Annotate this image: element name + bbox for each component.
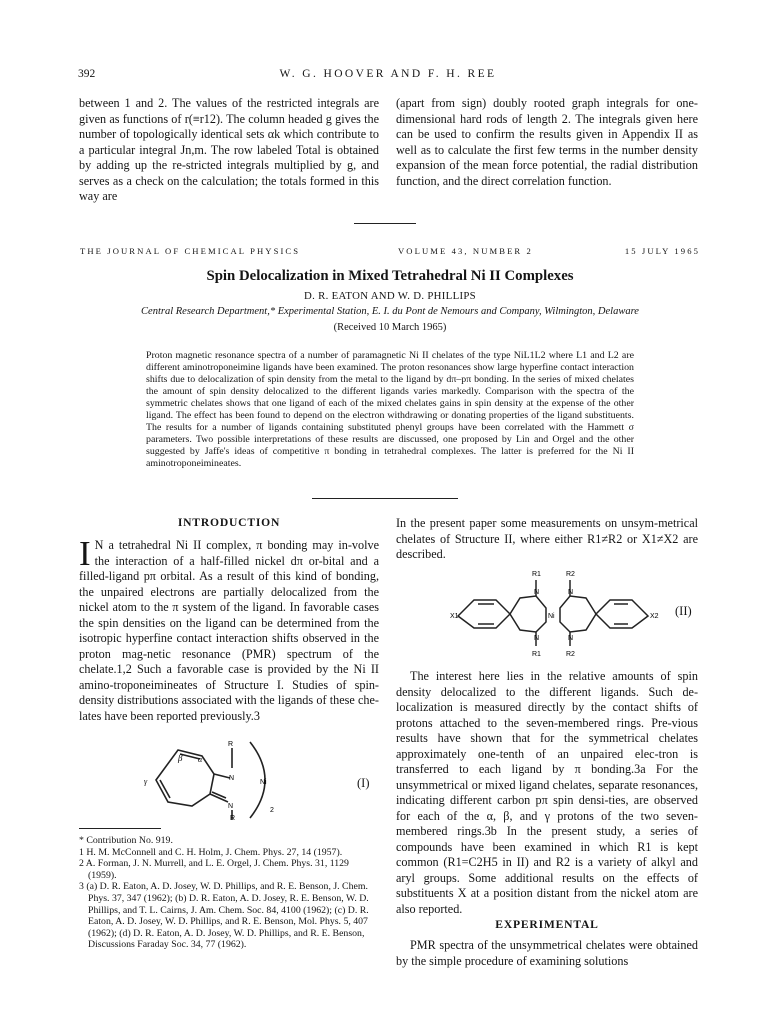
struct-ii-x1: X1	[450, 613, 459, 620]
struct-ii-x2: X2	[650, 613, 659, 620]
struct-ii-n-top-left: N	[534, 589, 540, 596]
paragraph-structure-ii: In the present paper some measurements on unsym-metrical chelates of Structure II, where either R1≠R2 or X1≠X2 are described.	[396, 516, 698, 561]
drop-cap: I	[79, 534, 91, 573]
journal-date: 15 JULY 1965	[624, 246, 700, 256]
struct-i-beta: β	[178, 753, 183, 763]
right-column-intro	[396, 516, 698, 563]
seven-ring	[156, 750, 214, 806]
struct-i-r-top: R	[228, 741, 234, 748]
footnote-item: 2 A. Forman, J. N. Murrell, and L. E. Orgel, J. Chem. Phys. 31, 1129 (1959).	[79, 858, 349, 881]
structure-ii-label: (II)	[675, 604, 692, 618]
experimental-heading: EXPERIMENTAL	[495, 918, 599, 931]
struct-ii-ni: Ni	[548, 613, 555, 620]
footnote-item: 3 (a) D. R. Eaton, A. D. Josey, W. D. Phillips, and R. E. Benson, J. Chem. Phys. 37, 347 (1962); (b) D. R. Eaton, A. D. Josey, R. E. Benson, W. D. Phillips, and T. L. Cairns, J. Am. Chem. Soc. 84, 4100 (1962); (c) D. R. Eaton, A. D. Josey, W. D. Phillips, and R. E. Benson, Mol. Phys. 5, 407 (1962); (d) D. R. Eaton, A. D. Josey, W. D. Phillips, and R. E. Benson, Discussions Faraday Soc. 34, 77 (1962).	[79, 881, 369, 951]
footnote-item: * Contribution No. 919.	[79, 835, 173, 846]
running-head-authors: W. G. HOOVER AND F. H. REE	[279, 68, 497, 80]
struct-ii-n-top-right: N	[568, 589, 574, 596]
struct-i-alpha: α	[198, 755, 203, 764]
journal-name: THE JOURNAL OF CHEMICAL PHYSICS	[80, 246, 301, 256]
article-affiliation: Central Research Department,* Experimental Station, E. I. du Pont de Nemours and Company, Wilmington, Delaware	[141, 306, 639, 317]
structure-ii-diagram	[438, 566, 670, 658]
struct-ii-r2-top: R2	[566, 571, 575, 578]
struct-i-r-bottom: R	[230, 815, 236, 820]
journal-line	[80, 246, 700, 260]
struct-i-n-top: N	[229, 775, 235, 782]
paragraph-interest: The interest here lies in the relative amounts of spin density delocalized to the different ligands. Such de-localization is measured directly by the contact shifts of protons attached to the seven-membered rings. Pre-vious results have shown that for the symmetrical chelates approximately one-tenth of an unpaired elec-tron is transferred to each ligand by π bonding.3a For the unsymmetrical or mixed ligand chelates, separate resonances, indicating different carbon pπ spin densi-ties, are observed for each of the α, β, and γ protons of the two seven-membered rings.3b In the present study, a series of compounds have been examined in which R1 is kept common (R1=C2H5 in II) and R2 is a variety of alkyl and aryl groups. Some additional results on the effects of substituents X at a position distant from the nickel atom are also reported.	[396, 669, 698, 916]
left-seven-ring	[510, 596, 546, 632]
prev-article-right-text: (apart from sign) doubly rooted graph integrals for one-dimensional hard rods of length 2. The integrals given here can be used to confirm the results given in Appendix II as well as to calculate the first few terms in the number density expansion of the mean force potential, the radial distribution function, and the direct correlation function.	[396, 96, 698, 188]
introduction-text	[79, 534, 379, 724]
footnotes	[79, 835, 379, 951]
right-column-body	[396, 669, 698, 917]
article-title: Spin Delocalization in Mixed Tetrahedral Ni II Complexes	[206, 268, 574, 284]
prev-article-left-text: between 1 and 2. The values of the restricted integrals are given as functions of r(≡r12). The column headed g gives the number of topologically identical sets αk which contribute to a particular integral Jn,m. The row labeled Total is obtained by adding up the re-stricted integrals multiplied by g, and serves as a check on the calculation; the totals formed in this way are	[79, 96, 379, 203]
running-head	[78, 68, 698, 84]
journal-volume: VOLUME 43, NUMBER 2	[398, 246, 533, 256]
struct-ii-n-bottom-left: N	[534, 635, 540, 642]
abstract: Proton magnetic resonance spectra of a number of paramagnetic Ni II chelates of the type NiL1L2 where L1 and L2 are different aminotroponeimine ligands have been examined. The proton resonances show large hyperfine contact interaction shifts due to delocalization of spin density from the metal to the ligand by dπ–pπ bonding. In the series of mixed chelates the amount of spin density delocalized to the different ligands varies markedly. Comparison with the spectra of the symmetric chelates shows that one ligand of each of the mixed chelates gains in spin density at the expense of the other ligand. The effect has been found to depend on the electron withdrawing or donating properties of the ligand substituents. The results for a number of ligands containing substituted phenyl groups have been correlated with the Hammett σ parameters. Two possible interpretations of these results are discussed, one proposed by Lin and Orgel and the other suggested by Jaffe's ideas of competitive π bonding in tetrahedral complexes. The latter is preferred for the Ni II aminotroponeimineates.	[146, 350, 634, 469]
struct-i-ni: Ni	[260, 779, 267, 786]
paragraph-experimental: PMR spectra of the unsymmetrical chelates were obtained by the simple procedure of examining solutions	[396, 938, 698, 968]
received-date: (Received 10 March 1965)	[333, 322, 447, 333]
right-seven-ring	[560, 596, 596, 632]
footnote-item: 1 H. M. McConnell and C. H. Holm, J. Chem. Phys. 27, 14 (1957).	[79, 846, 343, 858]
prev-article-left-column	[79, 96, 379, 205]
struct-ii-r1-bottom: R1	[532, 651, 541, 658]
page-number: 392	[78, 68, 96, 80]
struct-i-n-bottom: N	[228, 803, 234, 810]
introduction-heading: INTRODUCTION	[177, 516, 281, 529]
struct-i-gamma: γ	[144, 777, 148, 786]
bond-top-n	[214, 774, 230, 778]
introduction-paragraph: N a tetrahedral Ni II complex, π bonding may in-volve the interaction of a half-filled nickel dπ or-bital and a filled-ligand pπ orbital. As a result of this kind of bonding, the unpaired electrons are partially delocalized from the nickel atom to the π system of the ligand. In favorable cases the spin densities on the ligand can be determined from the isotropic hyperfine contact interaction shifts observed in the proton mag-netic resonance (PMR) spectrum of the chelate.1,2 Such a favorable case is provided by the Ni II amino-troponeimineates of Structure I. Studies of spin-density distributions associated with the ligands of these che-lates have been reported previously.3	[79, 538, 379, 723]
experimental-text	[396, 938, 698, 969]
struct-ii-n-bottom-right: N	[568, 635, 574, 642]
structure-i-diagram	[140, 740, 280, 820]
struct-ii-r2-bottom: R2	[566, 651, 575, 658]
struct-ii-r1-top: R1	[532, 571, 541, 578]
prev-article-right-column	[396, 96, 698, 189]
footnote-rule	[79, 828, 161, 829]
article-separator	[354, 223, 416, 224]
struct-i-subscript: 2	[270, 807, 274, 814]
article-authors: D. R. EATON AND W. D. PHILLIPS	[304, 290, 476, 302]
structure-i-label: (I)	[357, 776, 370, 790]
abstract-separator	[312, 498, 458, 499]
